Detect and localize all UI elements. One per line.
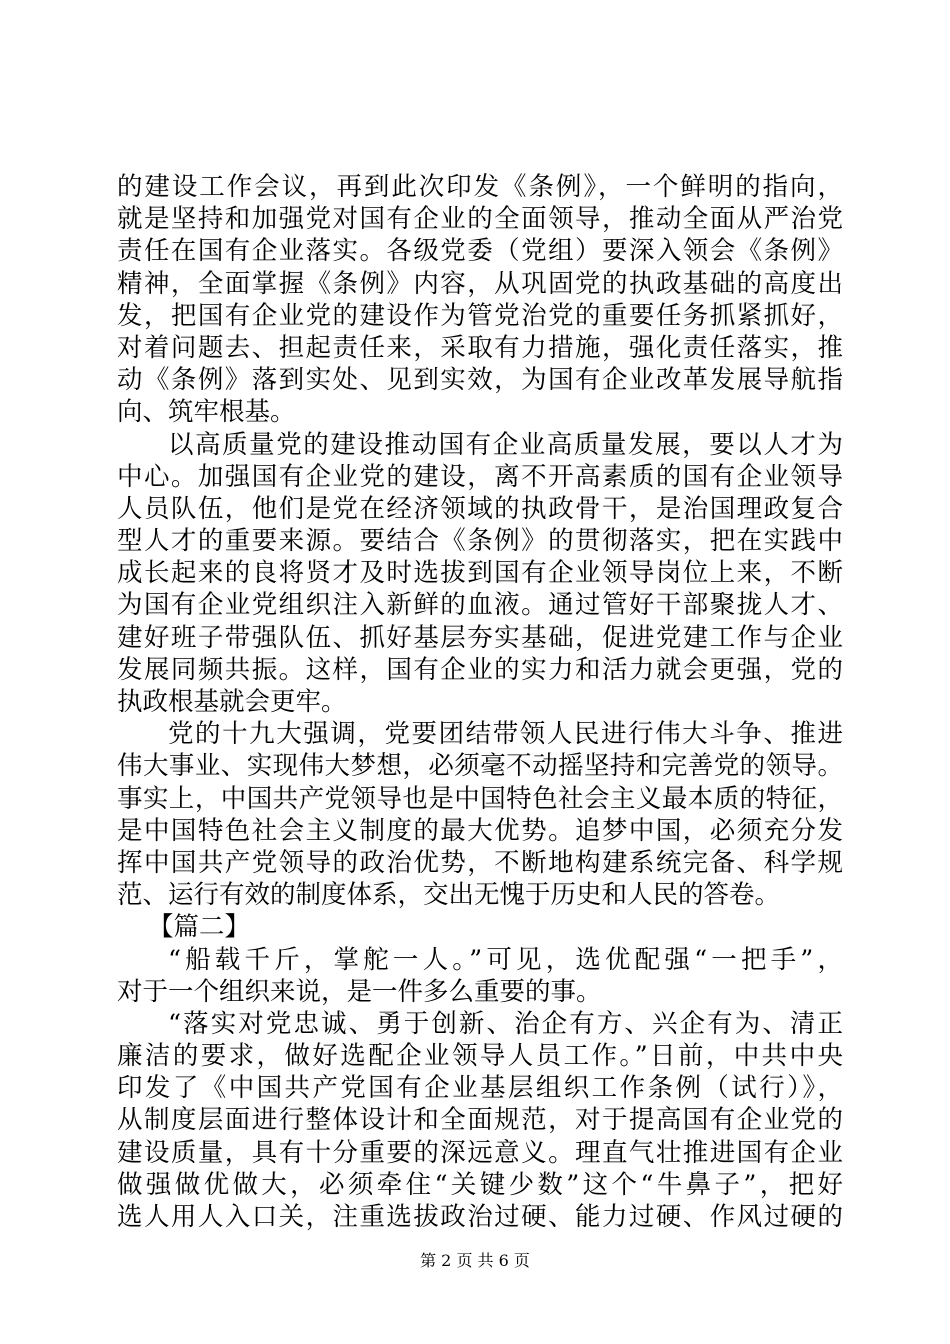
text-line: 印发了《中国共产党国有企业基层组织工作条例（试行）》，: [117, 1073, 843, 1104]
paragraph: [117, 944, 843, 1008]
section-heading-text: 【篇二】: [148, 912, 251, 943]
text-line: 建好班子带强队伍、抓好基层夯实基础，促进党建工作与企业: [117, 622, 843, 653]
paragraph: [117, 429, 843, 719]
text-line: 挥中国共产党领导的政治优势，不断地构建系统完备、科学规: [117, 847, 843, 878]
text-line: 事实上，中国共产党领导也是中国特色社会主义最本质的特征，: [117, 783, 843, 814]
text-line: 伟大事业、实现伟大梦想，必须毫不动摇坚持和完善党的领导。: [117, 751, 843, 782]
text-line: 就是坚持和加强党对国有企业的全面领导，推动全面从严治党: [117, 204, 843, 235]
text-line: 动《条例》落到实处、见到实效，为国有企业改革发展导航指: [117, 365, 843, 396]
text-line: 成长起来的良将贤才及时选拔到国有企业领导岗位上来，不断: [117, 558, 843, 589]
text-line: 的建设工作会议，再到此次印发《条例》，一个鲜明的指向，: [117, 172, 843, 202]
text-line: 党的十九大强调，党要团结带领人民进行伟大斗争、推进: [168, 719, 843, 750]
document-body: [117, 171, 843, 1233]
section-heading: [117, 911, 843, 943]
text-line: “落实对党忠诚、勇于创新、治企有方、兴企有为、清正: [168, 1008, 843, 1039]
paragraph: [117, 718, 843, 911]
text-line: 精神，全面掌握《条例》内容，从巩固党的执政基础的高度出: [117, 268, 843, 299]
text-line: 对着问题去、担起责任来，采取有力措施，强化责任落实，推: [117, 332, 843, 363]
text-line: 从制度层面进行整体设计和全面规范，对于提高国有企业党的: [117, 1105, 843, 1136]
text-line: 是中国特色社会主义制度的最大优势。追梦中国，必须充分发: [117, 815, 843, 846]
text-line: 廉洁的要求，做好选配企业领导人员工作。”日前，中共中央: [117, 1041, 843, 1072]
text-line: 向、筑牢根基。: [117, 397, 296, 428]
text-line: 中心。加强国有企业党的建设，离不开高素质的国有企业领导: [117, 461, 843, 492]
text-line: 以高质量党的建设推动国有企业高质量发展，要以人才为: [168, 429, 843, 460]
text-line: 发，把国有企业党的建设作为管党治党的重要任务抓紧抓好，: [117, 300, 843, 331]
text-line: 型人才的重要来源。要结合《条例》的贯彻落实，把在实践中: [117, 526, 843, 557]
text-line: 为国有企业党组织注入新鲜的血液。通过管好干部聚拢人才、: [117, 590, 843, 621]
text-line: “船载千斤，掌舵一人。”可见，选优配强“一把手”，: [168, 944, 843, 975]
text-line: 发展同频共振。这样，国有企业的实力和活力就会更强，党的: [117, 654, 843, 685]
text-line: 责任在国有企业落实。各级党委（党组）要深入领会《条例》: [117, 236, 843, 267]
text-line: 做强做优做大，必须牵住“关键少数”这个“牛鼻子”，把好: [117, 1169, 843, 1200]
text-line: 执政根基就会更牢。: [117, 687, 347, 717]
text-line: 对于一个组织来说，是一件多么重要的事。: [117, 976, 602, 1007]
page-footer: 第 2 页 共 6 页: [420, 1251, 530, 1270]
text-line: 范、运行有效的制度体系，交出无愧于历史和人民的答卷。: [117, 880, 781, 911]
text-line: 选人用人入口关，注重选拔政治过硬、能力过硬、作风过硬的: [117, 1202, 843, 1232]
paragraph: [117, 1008, 843, 1233]
text-line: 建设质量，具有十分重要的深远意义。理直气壮推进国有企业: [117, 1137, 843, 1168]
paragraph: [117, 171, 843, 429]
text-line: 人员队伍，他们是党在经济领域的执政骨干，是治国理政复合: [117, 493, 843, 524]
